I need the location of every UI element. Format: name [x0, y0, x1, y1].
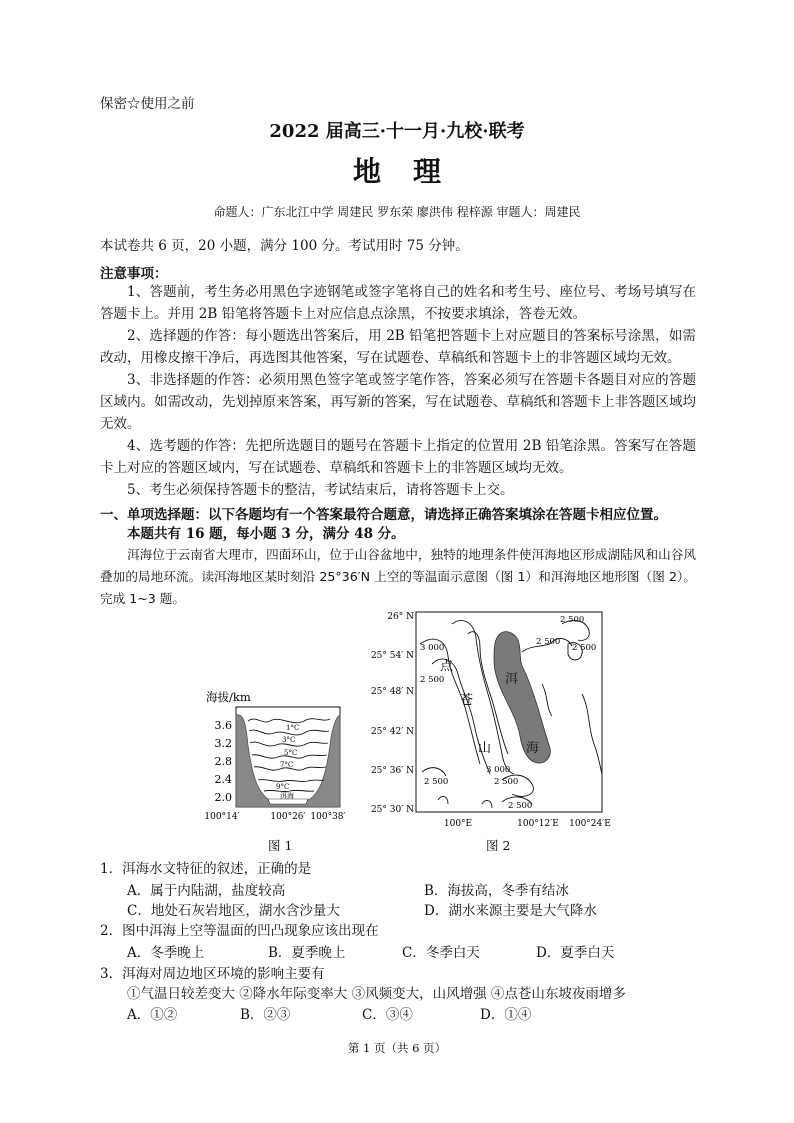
figure-2-lat-label: 25° 42′ N: [370, 727, 414, 737]
question-3-option-b: B．②③: [240, 1007, 291, 1023]
figure-2-mountain-char: 苍: [460, 693, 474, 708]
question-3-option-c: C．③④: [362, 1007, 413, 1023]
confidential-label: 保密☆使用之前: [100, 96, 195, 112]
section-subheading: 本题共有 16 题，每小题 3 分，满分 48 分。: [127, 526, 405, 542]
section-heading: 一、单项选择题：以下各题均有一个答案最符合题意，请选择正确答案填涂在答题卡相应位置。: [100, 507, 667, 523]
figure-1-isotherm-label: 3°C: [282, 736, 296, 744]
figure-1-xtick: 100°26′: [270, 812, 306, 822]
figure-1-xtick: 100°38′: [310, 812, 346, 822]
exam-title: 2022 届高三·十一月·九校·联考: [269, 121, 525, 142]
question-2-option-d: D．夏季白天: [536, 945, 615, 961]
figure-2-mountain-char: 山: [478, 741, 492, 756]
figure-1-ytick: 2.8: [214, 755, 232, 768]
note-item: 3、非选择题的作答：必须用黑色签字笔或签字笔作答，答案必须写在答题卡各题目对应的答题区域内。如需改动，先划掉原来答案，再写新的答案，写在试题卷、草稿纸和答题卡上非答题区域均无效。: [100, 372, 696, 432]
figure-2-contour-label: 2 500: [494, 777, 519, 787]
figure-2-lon-label: 100°E: [443, 819, 473, 829]
figure-2-lat-label: 25° 36′ N: [370, 766, 414, 776]
figure-1-xtick: 100°14′: [204, 812, 240, 822]
figure-1-ytick: 2.4: [214, 773, 232, 786]
question-1-option-d: D．湖水来源主要是大气降水: [424, 903, 597, 919]
figure-1-lake-label: 洱海: [280, 792, 294, 800]
figure-1-ytick: 3.6: [214, 719, 232, 732]
question-2-option-b: B．夏季晚上: [268, 945, 346, 961]
figure-1-isotherm-label: 5°C: [284, 749, 298, 757]
note-item: 5、考生必须保持答题卡的整洁，考试结束后，请将答题卡上交。: [127, 482, 514, 498]
figure-2-contour-label: 2 500: [536, 637, 561, 647]
figure-2-caption: 图 2: [486, 838, 511, 853]
figure-1-isotherm-label: 1°C: [286, 724, 300, 732]
figure-2-contour-label: 2 500: [420, 675, 445, 685]
note-item: 2、选择题的作答：每小题选出答案后，用 2B 铅笔把答题卡上对应题目的答案标号涂黑，如需改动，用橡皮擦干净后，再选图其他答案，写在试题卷、草稿纸和答题卡上的非答题区域均无效。: [100, 328, 696, 366]
figure-2-topographic-map: [362, 604, 624, 832]
figure-2-lat-label: 25° 30′ N: [370, 805, 414, 815]
figure-2-lon-label: 100°12′E: [517, 819, 559, 829]
question-2-stem: 2．图中洱海上空等温面的凹凸现象应该出现在: [100, 923, 379, 939]
page-footer: 第 1 页（共 6 页）: [347, 1041, 447, 1055]
figure-2-contour-label: 2 500: [560, 615, 585, 625]
figure-2-contour-label: 2 500: [424, 777, 449, 787]
question-3-option-d: D．①④: [480, 1007, 532, 1023]
figure-2-lat-label: 26° N: [387, 612, 414, 622]
question-3-option-a: A．①②: [127, 1007, 178, 1023]
figure-2-lon-label: 100°24′E: [569, 819, 611, 829]
question-3-statements: ①气温日较差变大 ②降水年际变率大 ③风频变大，山风增强 ④点苍山东坡夜雨增多: [127, 986, 626, 1002]
question-2-option-c: C．冬季白天: [402, 945, 480, 961]
notes-heading: 注意事项：: [100, 266, 168, 282]
figure-2-contour-label: 3 000: [486, 765, 511, 775]
figure-1-isotherm-profile: [196, 685, 356, 825]
question-1-stem: 1．洱海水文特征的叙述，正确的是: [100, 861, 312, 877]
authors-line: 命题人：广东北江中学 周建民 罗东荣 廖洪伟 程梓源 审题人：周建民: [213, 205, 581, 219]
note-item: 4、选考题的作答：先把所选题目的题号在答题卡上指定的位置用 2B 铅笔涂黑。答案写在答题卡上对应的答题区域内，写在试题卷、草稿纸和答题卡上的非答题区域均无效。: [100, 438, 696, 476]
figure-2-lat-label: 25° 54′ N: [370, 651, 414, 661]
question-2-option-a: A．冬季晚上: [127, 945, 205, 961]
figure-2-lake-char: 洱: [505, 672, 519, 687]
figure-1-ytick: 2.0: [214, 791, 232, 804]
figure-2-mountain-char: 点: [440, 659, 454, 674]
figure-2-lat-label: 25° 48′ N: [370, 687, 414, 697]
note-item: 1、答题前，考生务必用黑色字迹钢笔或签字笔将自己的姓名和考生号、座位号、考场号填写在答题卡上。并用 2B 铅笔将答题卡上对应信息点涂黑，不按要求填涂，答卷无效。: [100, 284, 696, 322]
figure-2-contour-label: 2 500: [572, 643, 597, 653]
exam-info: 本试卷共 6 页，20 小题，满分 100 分。考试用时 75 分钟。: [100, 238, 469, 254]
question-3-stem: 3．洱海对周边地区环境的影响主要有: [100, 966, 325, 982]
subject-title: 地理: [352, 155, 473, 188]
figure-1-ylabel: 海拔/km: [206, 690, 251, 704]
figure-2-contour-label: 2 500: [508, 801, 533, 811]
figure-1-ytick: 3.2: [214, 737, 232, 750]
question-1-option-a: A．属于内陆湖，盐度较高: [127, 883, 286, 899]
question-1-option-b: B．海拔高，冬季有结冰: [424, 883, 569, 899]
question-1-option-c: C．地处石灰岩地区，湖水含沙量大: [127, 903, 340, 919]
figure-1-isotherm-label: 9°C: [276, 783, 290, 791]
figure-1-isotherm-label: 7°C: [280, 761, 294, 769]
figure-2-contour-label: 3 000: [420, 643, 445, 653]
question-intro: 洱海位于云南省大理市，四面环山，位于山谷盆地中，独特的地理条件使洱海地区形成湖陆风和山谷风叠加的局地环流。读洱海地区某时刻沿 25°36′N 上空的等温面示意图（图 1）和洱海地区地形图（图 2）。完成 1~3 题。: [100, 547, 696, 606]
figure-1-caption: 图 1: [268, 838, 293, 853]
figure-2-lake-char: 海: [526, 741, 540, 756]
